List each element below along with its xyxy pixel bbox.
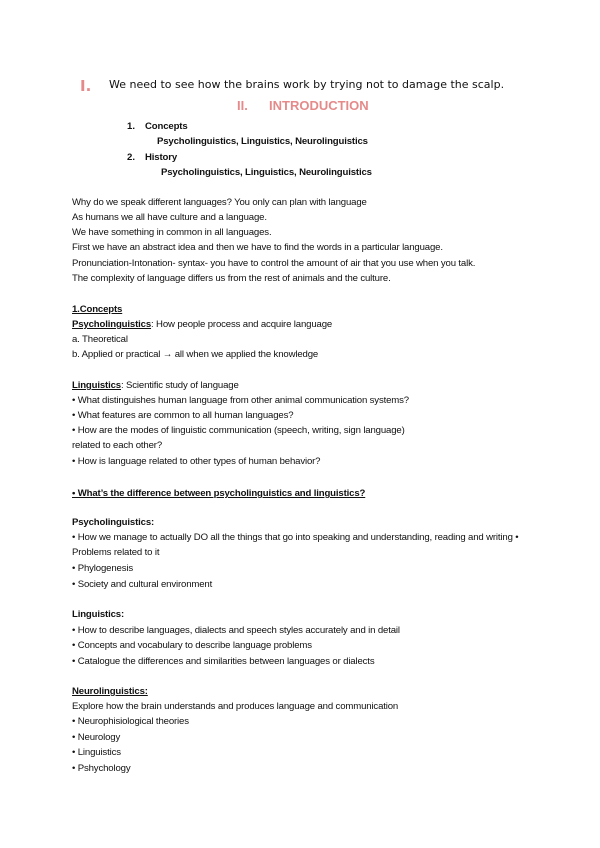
- heading-line-1: We need to see how the brains work by trying not to damage the scalp.: [109, 78, 505, 91]
- linguistics-definition: [72, 380, 239, 392]
- list-item: • Neurophisiological theories: [72, 716, 189, 727]
- linguistics-heading: Linguistics:: [72, 609, 125, 620]
- list-item: • How is language related to other types of human behavior?: [72, 456, 321, 467]
- toc-sub-1: Psycholinguistics, Linguistics, Neurolinguistics: [157, 136, 368, 147]
- toc-sub-2: Psycholinguistics, Linguistics, Neurolinguistics: [161, 167, 372, 178]
- psycholinguistics-def-text: : How people process and acquire language: [151, 319, 333, 330]
- toc-num-2: 2.: [127, 152, 136, 163]
- heading-numeral-2: II.: [237, 98, 248, 113]
- list-item: • Concepts and vocabulary to describe language problems: [72, 640, 312, 651]
- list-item: related to each other?: [72, 440, 163, 451]
- linguistics-def-text: : Scientific study of language: [121, 380, 239, 391]
- toc-title-1: Concepts: [145, 121, 188, 132]
- psycholinguistics-heading: Psycholinguistics:: [72, 517, 155, 528]
- list-item: • Pshychology: [72, 763, 131, 774]
- heading-numeral-1: I.: [80, 77, 92, 95]
- list-item: • Neurology: [72, 732, 121, 743]
- list-item: • Phylogenesis: [72, 563, 133, 574]
- neurolinguistics-heading: Neurolinguistics:: [72, 686, 148, 697]
- toc-num-1: 1.: [127, 121, 136, 132]
- list-item: Problems related to it: [72, 547, 160, 558]
- list-item: • What distinguishes human language from other animal communication systems?: [72, 395, 409, 406]
- list-item: • How are the modes of linguistic communication (speech, writing, sign language): [72, 425, 405, 436]
- toc-title-2: History: [145, 152, 178, 163]
- intro-line: First we have an abstract idea and then we have to find the words in a particular language.: [72, 242, 443, 253]
- intro-line: Pronunciation-Intonation- syntax- you have to control the amount of air that you use when you talk.: [72, 258, 476, 269]
- concepts-heading: 1.Concepts: [72, 304, 123, 315]
- intro-line: As humans we all have culture and a language.: [72, 212, 267, 223]
- psycholinguistics-definition: [72, 319, 332, 331]
- intro-line: The complexity of language differs us from the rest of animals and the culture.: [72, 273, 391, 284]
- list-item: • How to describe languages, dialects and speech styles accurately and in detail: [72, 625, 400, 636]
- list-item: Explore how the brain understands and produces language and communication: [72, 701, 399, 712]
- intro-line: We have something in common in all languages.: [72, 227, 272, 238]
- heading-introduction: INTRODUCTION: [269, 98, 369, 113]
- list-item: • Catalogue the differences and similarities between languages or dialects: [72, 656, 375, 667]
- psycholinguistics-term: Psycholinguistics: [72, 319, 152, 330]
- list-item: • Linguistics: [72, 747, 121, 758]
- list-item: b. Applied or practical → all when we applied the knowledge: [72, 349, 319, 360]
- list-item: • How we manage to actually DO all the things that go into speaking and understanding, reading and writing •: [72, 532, 519, 543]
- difference-question: • What’s the difference between psycholinguistics and linguistics?: [72, 488, 366, 499]
- linguistics-term: Linguistics: [72, 380, 121, 391]
- list-item: • What features are common to all human languages?: [72, 410, 294, 421]
- intro-line: Why do we speak different languages? You only can plan with language: [72, 197, 367, 208]
- list-item: a. Theoretical: [72, 334, 128, 345]
- list-item: • Society and cultural environment: [72, 579, 213, 590]
